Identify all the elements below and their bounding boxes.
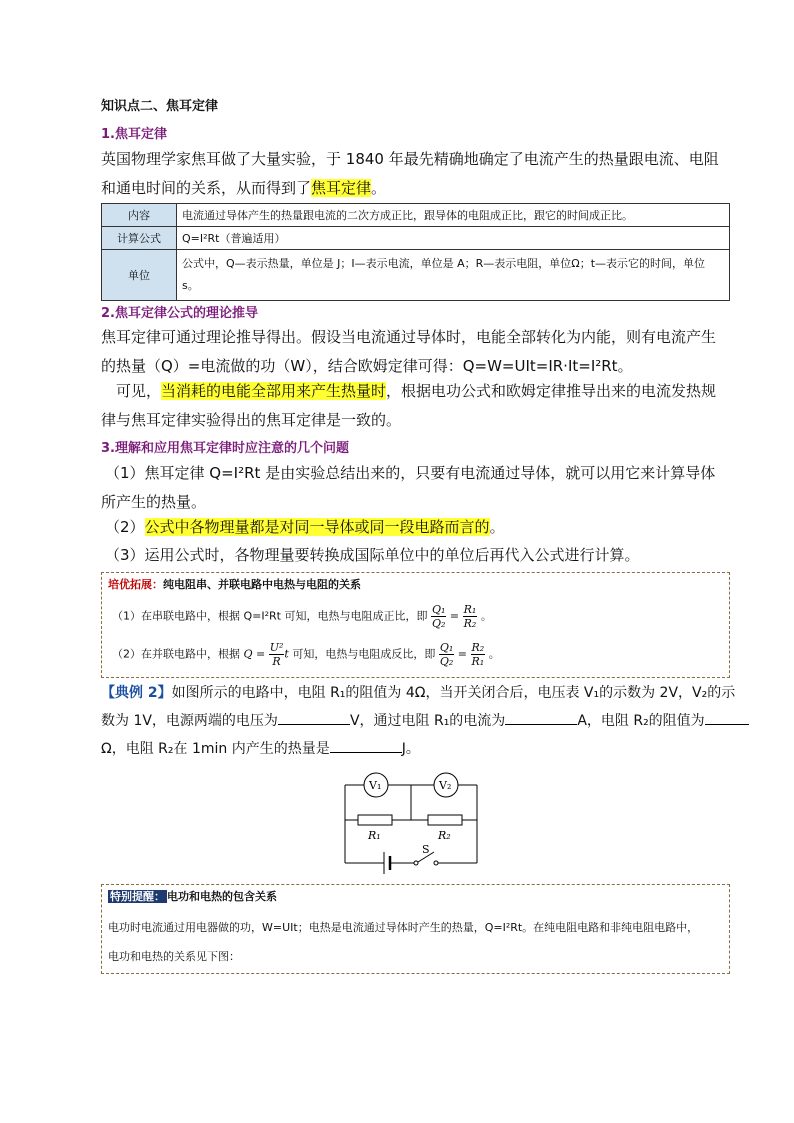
extension-line2-end: 。 <box>488 647 500 661</box>
table-value: 电流通过导体产生的热量跟电流的二次方成正比，跟导体的电阻成正比，跟它的时间成正比。 <box>177 204 730 227</box>
extension-line1-end: 。 <box>480 609 492 623</box>
answer-blank-heat[interactable] <box>330 738 402 753</box>
answer-blank-voltage[interactable] <box>278 710 350 725</box>
resistor-r1-icon <box>358 815 392 825</box>
extension-title: 纯电阻串、并联电路中电热与电阻的关系 <box>163 578 361 591</box>
tip-title: 电功和电热的包含关系 <box>167 890 277 903</box>
formula-t: t <box>284 647 289 661</box>
table-label: 计算公式 <box>102 227 177 250</box>
section3-item2-post: 。 <box>489 518 505 536</box>
section3-item2-pre: （2） <box>105 518 145 536</box>
fraction-q1-q2 <box>431 603 446 630</box>
extension-badge: 培优拓展： <box>108 578 163 591</box>
joule-law-table <box>101 203 730 301</box>
page-heading: 知识点二、焦耳定律 <box>101 99 219 114</box>
example-text3b: J。 <box>401 741 420 757</box>
extension-line1 <box>112 603 492 630</box>
switch-contact-icon <box>414 861 418 865</box>
extension-header <box>108 576 361 592</box>
fraction-r1-r2 <box>463 603 478 630</box>
section2-paragraph1: 焦耳定律可通过理论推导得出。假设当电流通过导体时，电能全部转化为内能，则有电流产生的热量（Q）=电流做的功（W），结合欧姆定律可得：Q=W=UIt=IR·It=I²Rt。 <box>101 328 717 375</box>
frac-den: R₁ <box>471 655 485 668</box>
switch-label: S <box>422 843 430 856</box>
section3-item3: （3）运用公式时，各物理量要转换成国际单位中的单位后再代入公式进行计算。 <box>105 546 640 564</box>
frac-num: R₂ <box>471 641 485 654</box>
tip-line2: 电功和电热的关系见下图： <box>108 950 240 963</box>
example-line1 <box>101 679 736 708</box>
example-text1: 如图所示的电路中，电阻 R₁的阻值为 4Ω，当开关闭合后，电压表 V₁的示数为 2V，V₂的示 <box>171 685 736 701</box>
section1-text-end: 。 <box>371 179 387 197</box>
section1-highlight: 焦耳定律 <box>311 179 372 197</box>
table-label: 内容 <box>102 204 177 227</box>
table-label: 单位 <box>102 250 177 301</box>
voltmeter-v1-label: V₁ <box>369 779 382 792</box>
fraction-q1-q2 <box>439 641 454 668</box>
voltmeter-v2-label: V₂ <box>439 779 452 792</box>
frac-den: R₂ <box>463 617 477 630</box>
formula-q: Q = <box>243 647 266 661</box>
frac-den: Q₂ <box>431 617 446 630</box>
circuit-diagram <box>330 768 490 880</box>
resistor-r2-label: R₂ <box>438 829 451 842</box>
section1-text: 英国物理学家焦耳做了大量实验，于 1840 年最先精确地确定了电流产生的热量跟电流、电阻和通电时间的关系，从而得到了 <box>101 150 719 197</box>
answer-blank-current[interactable] <box>505 710 577 725</box>
example-text2c: A，电阻 R₂的阻值为 <box>577 713 705 729</box>
frac-num: U² <box>269 641 284 654</box>
table-value: Q=I²Rt（普遍适用） <box>177 227 730 250</box>
section1-paragraph <box>101 145 729 203</box>
tip-badge: 特别提醒： <box>110 890 165 903</box>
equals-sign: = <box>457 647 467 661</box>
section2-title: 2.焦耳定律公式的理论推导 <box>101 306 258 321</box>
example-text3a: Ω，电阻 R₂在 1min 内产生的热量是 <box>101 741 330 757</box>
section2-paragraph2 <box>101 377 729 435</box>
section2-text-post: ，根据电功公式和欧姆定律推导出来的电流发热规律与焦耳定律实验得出的焦耳定律是一致的。 <box>101 382 717 429</box>
example-line2 <box>101 707 729 736</box>
resistor-r2-icon <box>428 815 462 825</box>
example-text2b: V，通过电阻 R₁的电流为 <box>349 713 506 729</box>
extension-line2 <box>112 641 500 668</box>
fraction-r2-r1 <box>471 641 486 668</box>
table-value: 公式中，Q—表示热量，单位是 J；I—表示电流，单位是 A；R—表示电阻，单位Ω；t—表示它的时间，单位 s。 <box>177 250 730 301</box>
section2-text-pre: 可见， <box>116 382 162 400</box>
section3-title: 3.理解和应用焦耳定律时应注意的几个问题 <box>101 441 349 456</box>
section2-highlight: 当消耗的电能全部用来产生热量时 <box>161 382 387 400</box>
table-row <box>102 204 730 227</box>
extension-box <box>101 572 730 678</box>
equals-sign: = <box>449 609 460 623</box>
example-label: 【典例 2】 <box>101 685 172 701</box>
extension-line2-mid: 可知，电热与电阻成反比，即 <box>292 647 436 661</box>
switch-contact-icon <box>434 861 438 865</box>
answer-blank-resistance[interactable] <box>705 710 749 725</box>
resistor-r1-label: R₁ <box>368 829 381 842</box>
example-text2a: 数为 1V，电源两端的电压为 <box>101 713 278 729</box>
example-line3 <box>101 735 729 764</box>
tip-box <box>101 884 730 974</box>
section3-item2-highlight: 公式中各物理量都是对同一导体或同一段电路而言的 <box>144 518 490 536</box>
extension-line2-text: （2）在并联电路中，根据 <box>112 647 240 661</box>
frac-num: R₁ <box>463 603 477 616</box>
frac-num: Q₁ <box>431 603 446 616</box>
section3-item2 <box>101 513 729 542</box>
frac-num: Q₁ <box>439 641 454 654</box>
frac-den: Q₂ <box>439 655 454 668</box>
section3-item1: （1）焦耳定律 Q=I²Rt 是由实验总结出来的，只要有电流通过导体，就可以用它来计算导体所产生的热量。 <box>101 464 716 511</box>
tip-line1: 电功时电流通过用电器做的功，W=UIt；电热是电流通过导体时产生的热量，Q=I²Rt。在纯电阻电路和非纯电阻电路中， <box>108 921 699 934</box>
tip-header <box>108 888 277 904</box>
extension-line1-text: （1）在串联电路中，根据 Q=I²Rt 可知，电热与电阻成正比，即 <box>112 609 428 623</box>
section1-title: 1.焦耳定律 <box>101 127 167 142</box>
table-row <box>102 227 730 250</box>
frac-den: R <box>272 655 281 668</box>
fraction-u2-r <box>269 641 285 668</box>
table-row <box>102 250 730 301</box>
